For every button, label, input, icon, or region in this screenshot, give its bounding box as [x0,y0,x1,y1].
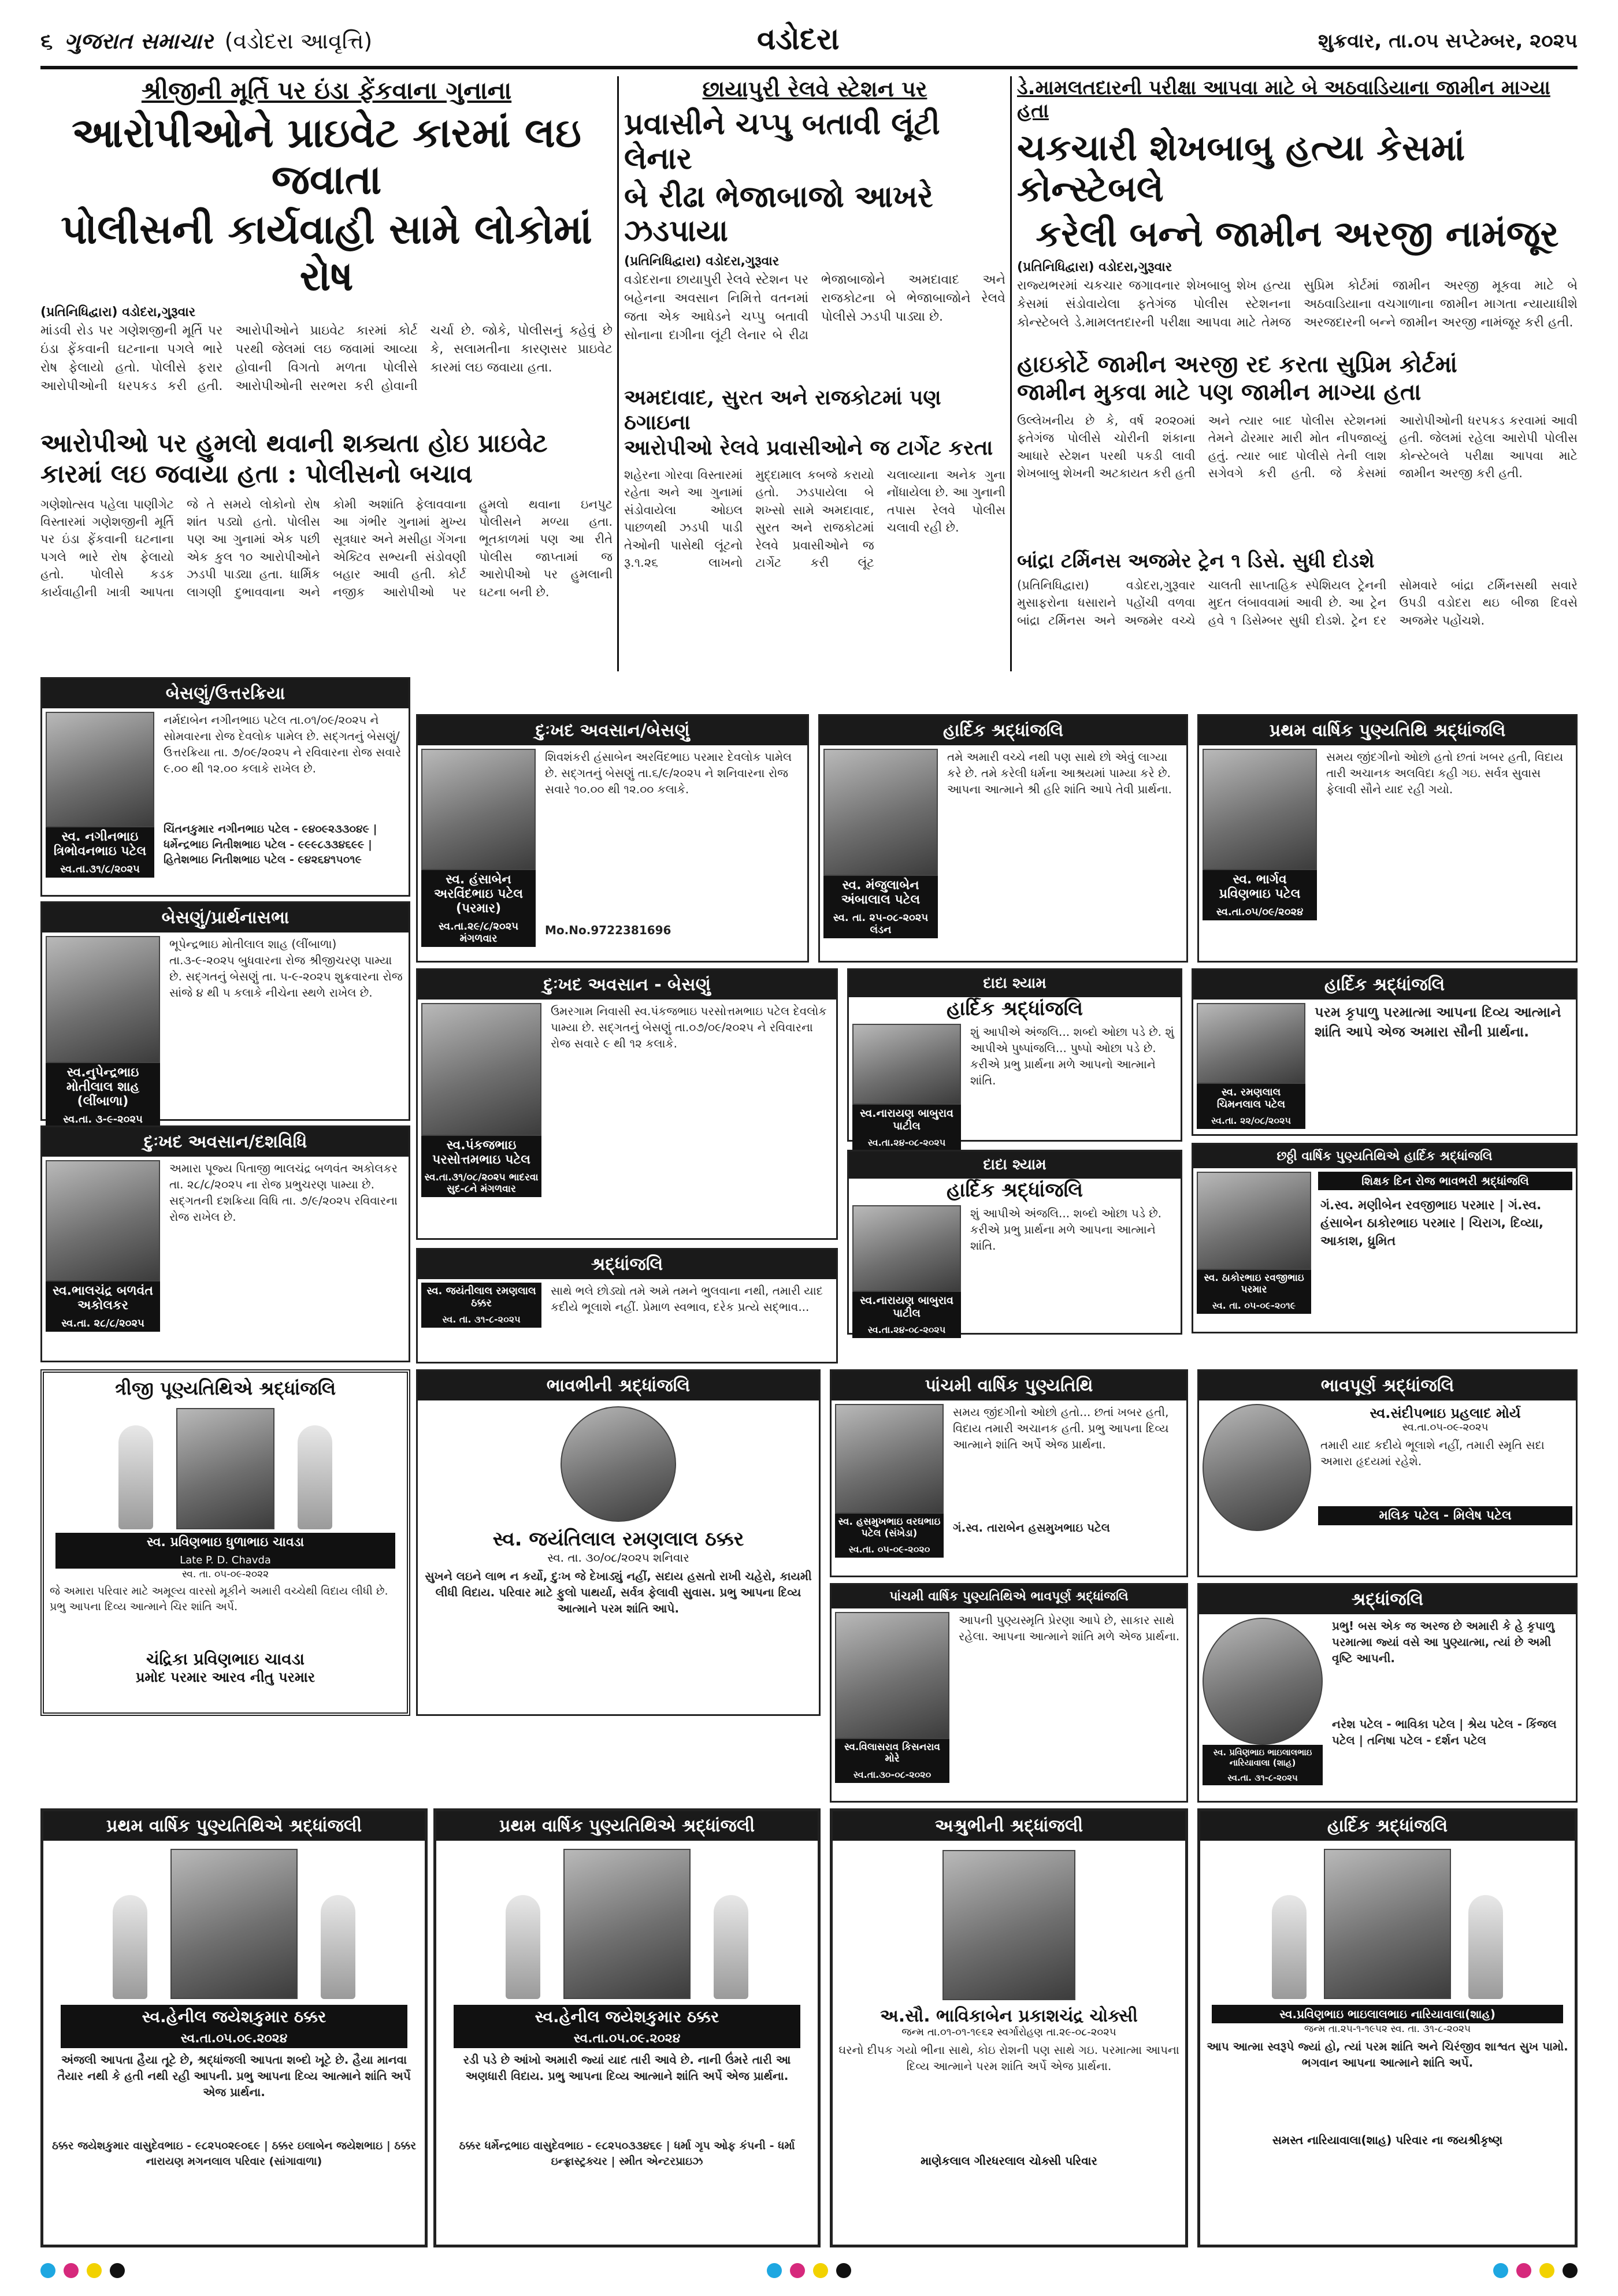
story3-body: રાજ્યભરમાં ચકચાર જગાવનાર શેખબાબુ શેખ હત્યા કેસમાં સંડોવાયેલા ફતેગંજ પોલીસ સ્ટેશનના કોન્સ્ટેબલે ડે.મામલતદારની પરીક્ષા આપવા માટે તેમજ સુપ્રિમ કોર્ટમાં જામીન અરજી મૂકવા માટે બે અઠવાડિયાના વચગાળાના જામીન માગતા ન્યાયાધીશે અરજદારની બન્ને જામીન અરજી નામંજૂર કરી હતી. [1017,278,1578,330]
ad-header: દુઃખદ અવસાન/દશવિધિ [42,1127,409,1157]
portrait-photo [421,749,536,870]
black-dot [836,2263,851,2278]
death-date: સ્વ. તા. ૩૦/૦૮/૨૦૨૫ શનિવાર [547,1551,689,1565]
ad-text: ઉમરગામ નિવાસી સ્વ.પંકજભાઇ પરસોત્તમભાઇ પટેલ દેવલોક પામ્યા છે. સદ્ગતનું બેસણું તા.૦૭/૦૯/૨૦૨૫ ને રવિવારના રોજ સવારે ૯ થી ૧૨ કલાકે. [551,1004,827,1050]
deceased-name: સ્વ.નુપેન્દ્રભાઇ મોતીલાલ શાહ (લીંબાળા) [46,1063,160,1111]
family-name: ગં.સ્વ. તારાબેન હસમુખભાઇ પટેલ [953,1521,1110,1535]
magenta-dot [1516,2263,1531,2278]
ad-text: તમારી યાદ કદીયે ભૂલાશે નહીં, તમારી સ્મૃતિ સદા અમારા હૃદયમાં રહેશે. [1320,1438,1545,1468]
story2-headline-2: બે રીઢા ભેજાબાજો આખરે ઝડપાયા [624,179,933,249]
ad-text: નર્મદાબેન નગીનભાઇ પટેલ તા.૦૧/૦૯/૨૦૨૫ ને સોમવારના રોજ દેવલોક પામેલ છે. સદ્ગતનું બેસણું/ઉત્તરક્રિયા તા. ૭/૦૯/૨૦૨૫ ને રવિવારના રોજ સવારે ૯.૦૦ થી ૧૨.૦૦ કલાકે રાખેલ છે. [164,713,402,775]
death-date: સ્વ.તા.૦૫.૦૯.૨૦૨૪ [454,2029,800,2048]
paper-name: ગુજરાત સમાચાર [64,28,213,54]
story-chhayapuri [624,76,1005,671]
story1-headline-1: આરોપીઓને પ્રાઇવેટ કારમાં લઇ જવાતા [72,109,581,203]
portrait-photo [1324,1849,1451,1999]
portrait-photo [1203,1404,1311,1531]
print-registration-bar [40,2259,1578,2282]
yellow-dot [813,2263,828,2278]
story3-subhead-1: હાઇકોર્ટે જામીન અરજી રદ કરતા સુપ્રિમ કોર્ટમાં [1017,350,1457,378]
masthead [40,16,1578,69]
family-line-1: ચંદ્રિકા પ્રવિણભાઇ ચાવડા [146,1649,305,1669]
ad-header: હાર્દિક શ્રદ્ધાંજલિ [1193,970,1576,1000]
registration-marks [40,2263,125,2278]
ad-chavda [40,1369,410,1716]
ad-henil-2 [433,1808,821,2247]
death-date: સ્વ.તા.૦૫-૦૯-૨૦૨૫ [1402,1421,1489,1433]
contacts: ચિંતનકુમાર નગીનભાઇ પટેલ - ૯૪૦૯૨૩૩૦૪૯ | ધર્મેન્દ્રભાઇ નિતીશભાઇ પટેલ - ૯૯૯૮૩૩૪૬૯૯ | હિતેશભાઇ નિતીશભાઇ પટેલ - ૯૪૨૬૪૧૫૦૧૯ [164,823,377,867]
ad-header: છઠ્ઠી વાર્ષિક પુણ્યતિથિએ હાર્દિક શ્રદ્ધાંજલિ [1193,1145,1576,1168]
story1-dateline: (પ્રતિનિધિદ્વારા) વડોદરા,ગુરૂવાર [40,305,196,319]
family-names: ઠક્કર ધર્મેન્દ્રભાઇ વાસુદેવભાઇ - ૯૮૨૫૦૩૩૪૬૯ | ધર્મા ગૃપ ઓફ કંપની - ધર્મા ઇન્ફ્રાસ્ટ્રક્ચર | સ્મીત એન્ટરપ્રાઇઝ [459,2139,795,2168]
edition: (વડોદરા આવૃત્તિ) [224,28,373,54]
ad-text: આપની પુણ્યસ્મૃતિ પ્રેરણા આપે છે, સાકાર સાથે રહેલા. આપના આત્માને શાંતિ મળે એજ પ્રાર્થના. [959,1613,1180,1643]
ad-header: શ્રદ્ધાંજલિ [1199,1585,1576,1614]
lamp-icon [298,1425,332,1529]
deceased-name: સ્વ.વિલાસરાવ કિસનરાવ મોરે [835,1739,949,1767]
ad-header: દુઃખદ અવસાન - બેસણું [418,970,836,1000]
portrait-photo [942,1850,1075,2000]
story1-body: માંડવી રોડ પર ગણેશજીની મૂર્તિ પર ઇંડા ફેંકવાની ઘટનાના પગલે ભારે રોષ ફેલાયો હતો. પોલીસે ફરાર આરોપીઓની ધરપકડ કરી હતી. આરોપીઓને પ્રાઇવેટ કારમાં કોર્ટ પરથી જેલમાં લઇ જવામાં આવ્યા હોવાની વિગતો મળતા પોલીસે આરોપીઓની સરભરા કરી હોવાની ચર્ચા છે. જોકે, પોલીસનું કહેવું છે કે, સલામતીના કારણસર પ્રાઇવેટ કારમાં લઇ જવાયા હતા. [40,324,613,393]
ad-text: જે અમારા પરિવાર માટે અમૂલ્ય વારસો મૂકીને અમારી વચ્ચેથી વિદાય લીધી છે. પ્રભુ આપના દિવ્ય આત્માને ચિર શાંતિ અર્પે. [50,1585,388,1613]
ad-header: પ્રથમ વાર્ષિક પુણ્યતિથિએ શ્રદ્ધાંજલી [43,1811,425,1841]
story2-dateline: (પ્રતિનિધિદ્વારા) વડોદરા,ગુરૂવાર [624,254,780,269]
portrait-photo [421,1003,541,1136]
lamp-icon [1468,1895,1503,1999]
ad-manjulaben [818,714,1188,963]
lamp-icon [714,1895,748,1999]
lamp-icon [1272,1895,1307,1999]
ad-text: રડી પડે છે આંખો અમારી જ્યાં યાદ તારી આવે છે. નાની ઉંમરે તારી આ અણધારી વિદાય. પ્રભુ આપના દિવ્ય આત્માને શાંતિ અર્પે એજ પ્રાર્થના. [463,2053,791,2083]
portrait-photo [170,1849,298,1999]
black-dot [1563,2263,1578,2278]
ad-header: ભાવપૂર્ણ શ્રદ્ધાંજલિ [1199,1371,1576,1400]
ad-pravin-shah [1197,1583,1578,1803]
ad-header: હાર્દિક શ્રદ્ધાંજલિ [820,716,1186,745]
portrait-photo [46,712,154,827]
ad-besnu-nagin [40,677,410,897]
portrait-photo [46,1160,160,1281]
cyan-dot [1493,2263,1508,2278]
story3-subhead-2: જામીન મુકવા માટે પણ જામીન માગ્યા હતા [1017,378,1422,406]
portrait-photo [1203,749,1317,870]
ad-text: શું આપીએ અંજલિ... શબ્દો ઓછા પડે છે. શું આપીએ પુષ્પાંજલિ... પુષ્પો ઓછા પડે છે. કરીએ પ્રભુ પ્રાર્થના મળે આપનો આત્માને શાંતિ. [970,1025,1174,1087]
ad-vilasrao [830,1583,1188,1803]
ad-header: પાંચમી વાર્ષિક પુણ્યતિથિએ ભાવપૂર્ણ શ્રદ્ધાંજલિ [832,1585,1186,1608]
ad-text: સાથે ભલે છોડ્યો તમે અમે તમને ભુલવાના નથી, તમારી યાદ કદીયે ભૂલાશે નહીં. પ્રેમાળ સ્વભાવ, દરેક પ્રત્યે સદ્ભાવ... [551,1284,823,1314]
ad-bhavika [830,1808,1188,2247]
ad-header: પ્રથમ વાર્ષિક પુણ્યતિથિએ શ્રદ્ધાંજલી [436,1811,818,1841]
magenta-dot [64,2263,79,2278]
deceased-name: સ્વ. રમણલાલ ચિમનલાલ પટેલ [1197,1084,1305,1113]
yellow-dot [87,2263,102,2278]
train-body: (પ્રતિનિધિદ્વારા) વડોદરા,ગુરૂવાર મુસાફરોના ધસારાને પહોંચી વળવા બાંદ્રા ટર્મિનસ અને અજમેર વચ્ચે ચાલતી સાપ્તાહિક સ્પેશિયલ ટ્રેનની મુદત લંબાવવામાં આવી છે. આ ટ્રેન હવે ૧ ડિસેમ્બર સુધી દોડશે. ટ્રેન દર સોમવારે બાંદ્રા ટર્મિનસથી સવારે ઉપડી વડોદરા થઇ બીજા દિવસે અજમેર પહોંચશે. [1017,578,1578,627]
ad-header: દાદા શ્યામ [849,970,1181,997]
portrait-photo [1197,1172,1311,1270]
ad-header: ત્રીજી પૂણ્યતિથિએ શ્રદ્ધાંજલિ [44,1373,407,1405]
story2-subhead-1: અમદાવાદ, સુરત અને રાજકોટમાં પણ ઠગાઇના [624,385,941,435]
ad-morya [1197,1369,1578,1577]
magenta-dot [790,2263,805,2278]
column-divider [1010,76,1012,671]
ad-header: દુઃખદ અવસાન/બેસણું [418,716,807,745]
ad-subheader: શિક્ષક દિન રોજ ભાવભરી શ્રદ્ધાંજલિ [1318,1172,1572,1190]
portrait-photo [561,1406,676,1522]
ad-besnu-bhupendra [40,901,410,1125]
family-names: માણેકલાલ ગીરધરલાલ ચોક્સી પરિવાર [921,2154,1097,2168]
deceased-name: સ્વ.હેનીલ જયેશકુમાર ઠક્કર [454,2005,800,2029]
ad-pravin-shah-2 [1197,1808,1578,2247]
ad-header: અશ્રુભીની શ્રદ્ધાંજલી [833,1811,1185,1841]
ad-header: બેસણું/ઉત્તરક્રિયા [42,679,409,708]
ad-header: શ્રદ્ધાંજલિ [418,1250,836,1279]
lamp-icon [113,1895,147,1999]
deceased-name: સ્વ.હેનીલ જયેશકુમાર ઠક્કર [61,2005,407,2029]
deceased-name: સ્વ. હસમુખભાઇ વરઘભાઇ પટેલ (સંખેડા) [835,1514,944,1541]
ad-jayantilal-big [416,1369,821,1716]
deceased-name: સ્વ. મંજુલાબેન અંબાલાલ પટેલ [823,876,938,909]
ad-text: ગં.સ્વ. મણીબેન રવજીભાઇ પરમાર | ગં.સ્વ. હંસાબેન ઠાકોરભાઇ પરમાર | ચિરાગ, દિવ્યા, આકાશ, ધ્રુમિત [1320,1198,1544,1249]
ad-bhargav [1197,714,1578,963]
death-date: સ્વ.તા.૦૫.૦૯.૨૦૨૪ [61,2029,407,2048]
portrait-photo [835,1612,949,1739]
death-date: સ્વ.તા. ૩-૯-૨૦૨૫ [46,1111,160,1128]
deceased-name: સ્વ.પ્રવિણભાઇ ભાઇલાલભાઇ નારિયાવાલા(શાહ) [1212,2005,1563,2023]
story2-kicker: છાયાપુરી રેલવે સ્ટેશન પર [702,76,927,102]
death-date: સ્વ.તા. ૦૫-૦૯-૨૦૨૦ [835,1541,944,1558]
ad-hansaben [416,714,809,963]
story3-kicker: ડે.મામલતદારની પરીક્ષા આપવા માટે બે અઠવાડિયાના જામીન માગ્યા હતા [1017,76,1550,122]
issue-date: શુક્રવાર, તા.૦૫ સપ્ટેમ્બર, ૨૦૨૫ [1318,29,1578,53]
death-date: સ્વ.તા.૨૪-૦૮-૨૦૨૫ [852,1135,961,1151]
ad-text: આપ આત્મા સ્વરૂપે જ્યાં હો, ત્યાં પરમ શાંતિ અને ચિરંજીવ શાશ્વત સુખ પામો. ભગવાન આપના આત્માને શાંતિ અર્પે. [1207,2039,1568,2070]
cyan-dot [767,2263,782,2278]
ad-header: પ્રથમ વાર્ષિક પુણ્યતિથિ શ્રદ્ધાંજલિ [1199,716,1576,745]
death-date: સ્વ.તા. ૨૮/૮/૨૦૨૫ [46,1315,160,1332]
ad-text: અમારા પૂજ્ય પિતાજી ભાલચંદ્ર બળવંત અકોલકર તા. ૨૮/૮/૨૦૨૫ ના રોજ પ્રભુચરણ પામ્યા છે. સદ્ગતની દશક્રિયા વિધિ તા. ૭/૯/૨૦૨૫ રવિવારના રોજ રાખેલ છે. [169,1161,398,1224]
portrait-photo [1197,1003,1305,1084]
family-names: સમસ્ત નારિયાવાલા(શાહ) પરિવાર ના જયશ્રીકૃષ્ણ [1272,2133,1503,2147]
ad-text: ઘરનો દીપક ગયો ભીના સાથે, કોઇ રોશની પણ સાથે ગઇ. પરમાત્મા આપના દિવ્ય આત્માને પરમ શાંતિ અર્પે એજ પ્રાર્થના. [838,2043,1179,2073]
deceased-english-name: Late P. D. Chavda [55,1552,395,1569]
portrait-photo [563,1849,691,1999]
ad-header: દાદા શ્યામ [849,1151,1181,1179]
death-date: સ્વ.તા. ૨૨/૦૮/૨૦૨૫ [1197,1113,1305,1129]
deceased-name: સ્વ. જયંતિલાલ રમણલાલ ઠક્કર [492,1528,744,1551]
death-date: સ્વ.તા. ૩૧-૮-૨૦૨૫ [1203,1770,1323,1785]
death-date: સ્વ. તા. ૦૫-૦૯-૨૦૧૯ [1197,1298,1311,1314]
contact-number: Mo.No.9722381696 [545,923,671,937]
portrait-photo [46,936,160,1063]
family-line-2: પ્રમોદ પરમાર આરવ નીતુ પરમાર [135,1669,316,1685]
deceased-name: સ્વ. હંસાબેન અરવિંદભાઇ પટેલ (પરમાર) [421,870,536,918]
page-number: ૬ [40,28,53,54]
portrait-photo [176,1408,274,1529]
portrait-photo [852,1024,961,1105]
story2-subhead-2: આરોપીઓ રેલવે પ્રવાસીઓને જ ટાર્ગેટ કરતા [624,435,993,460]
family-names: ઠક્કર જયેશકુમાર વાસુદેવભાઇ - ૯૮૨૫૦૨૯૦૬૯ | ઠક્કર ઇલાબેન જયેશભાઇ | ઠક્કર નારાયણ મગનલાલ પરિવાર (સાંગાવાળા) [51,2139,417,2168]
story3-headline-1: ચકચારી શેખબાબુ હત્યા કેસમાં કોન્સ્ટેબલે [1017,127,1465,210]
ad-jayantilal-small [416,1248,838,1364]
registration-marks [1493,2263,1578,2278]
life-dates: જન્મ તા.૦૧-૦૧-૧૯૬૨ સ્વર્ગારોહણ તા.૨૯-૦૮-૨૦૨૫ [901,2026,1116,2038]
family-names: નરેશ પટેલ - ભાવિકા પટેલ | શ્રેય પટેલ - કિંજલ પટેલ | તનિષા પટેલ - દર્શન પટેલ [1332,1717,1557,1747]
deceased-name: સ્વ.નારાયણ બાબુરાવ પાટીલ [852,1292,961,1322]
death-date: સ્વ. તા. ૩૧-૮-૨૦૨૫ [421,1312,541,1328]
story2-body: વડોદરાના છાયાપુરી રેલવે સ્ટેશન પર બહેનના અવસાન નિમિત્તે વતનમાં જતા એક આધેડને ચપ્પુ બતાવી સોનાના દાગીના લૂંટી લેનાર બે રીઢા ભેજાબાજોને અમદાવાદ અને રાજકોટના બે ભેજાબાજોને રેલવે પોલીસે ઝડપી પાડ્યા છે. [624,273,1005,343]
death-date: સ્વ.તા.૩૧/૦૮/૨૦૨૫ ભાદરવા સુદ-૮ને મંગળવાર [421,1169,541,1197]
ad-ramanlal [1192,968,1578,1136]
ad-text: શિવશંકરી હંસાબેન અરવિંદભાઇ પરમાર દેવલોક પામેલ છે. સદ્ગતનું બેસણું તા.૬/૯/૨૦૨૫ ને શનિવારના રોજ સવારે ૧૦.૦૦ થી ૧૨.૦૦ કલાકે. [545,750,792,796]
lamp-icon [321,1895,355,1999]
train-headline: બાંદ્રા ટર્મિનસ અજમેર ટ્રેન ૧ ડિસે. સુધી દોડશે [1017,549,1375,573]
ad-thakorbhai [1192,1143,1578,1333]
registration-marks [767,2263,851,2278]
ad-text: ભૂપેન્દ્રભાઇ મોતીલાલ શાહ (લીંબાળા) તા.૩-૯-૨૦૨૫ બુધવારના રોજ શ્રીજીચરણ પામ્યા છે. સદ્ગતનું બેસણું તા. ૫-૯-૨૦૨૫ શુક્રવારના રોજ સાંજે ૪ થી ૫ કલાકે નીચેના સ્થળે રાખેલ છે. [169,937,403,1000]
deceased-name: અ.સૌ. ભાવિકાબેન પ્રકાશચંદ્ર ચોક્સી [880,2006,1138,2026]
story2-body-2: શહેરના ગોરવા વિસ્તારમાં રહેતા અને આ ગુનામાં સંડોવાયેલા ઓઇલ પાછળથી ઝડપી પાડી તેઓની પાસેથી લૂંટનો રૂ.૧.૨૬ લાખનો મુદ્દામાલ કબજે કરાયો હતો. ઝડપાયેલા બે શખ્સો સામે અમદાવાદ, સુરત અને રાજકોટમાં રેલવે પ્રવાસીઓને જ ટાર્ગેટ કરી લૂંટ ચલાવ્યાના અનેક ગુના નોંધાયેલા છે. આ ગુનાની તપાસ રેલવે પોલીસ ચલાવી રહી છે. [624,467,1005,570]
family-name: મલિક પટેલ - મિલેષ પટેલ [1318,1506,1572,1525]
ad-text: સમય જીંદગીનો ઓછો હતો છતાં ખબર હતી, વિદાય તારી અચાનક અલવિદા કહી ગઇ. સર્વત્ર સુવાસ ફેલાવી સૌને યાદ રહી ગયો. [1326,750,1564,796]
ad-header: ભાવભીની શ્રદ્ધાંજલિ [418,1371,819,1400]
ad-henil-1 [40,1808,428,2247]
ad-subheader: હાર્દિક શ્રદ્ધાંજલિ [946,1179,1083,1202]
lamp-icon [118,1425,153,1529]
ad-dukhad-akolkar [40,1125,410,1362]
story1-subhead-2: કારમાં લઇ જવાયા હતા : પોલીસનો બચાવ [40,459,473,489]
cyan-dot [40,2263,55,2278]
black-dot [110,2263,125,2278]
deceased-name: સ્વ.નારાયણ બાબુરાવ પાટીલ [852,1105,961,1135]
ad-text: અંજલી આપતા હૈયા તૂટે છે, શ્રદ્ધાંજલી આપતા શબ્દો ખૂટે છે. હૈયા માનવા તૈયાર નથી કે હતી નથી રહી આપની. પ્રભુ આપના દિવ્ય આત્માને શાંતિ અર્પે એજ પ્રાર્થના. [57,2053,411,2099]
story3-headline-2: કરેલી બન્ને જામીન અરજી નામંજૂર [1036,212,1559,255]
deceased-name: સ્વ.સંદીપભાઇ પ્રહલાદ મોર્ય [1370,1405,1521,1421]
ad-subheader: હાર્દિક શ્રદ્ધાંજલિ [946,997,1083,1020]
death-date: સ્વ.તા.૨૪-૦૮-૨૦૨૫ [852,1322,961,1338]
deceased-name: સ્વ.ભાલચંદ્ર બળવંત અકોલકર [46,1281,160,1315]
ad-text: તમે અમારી વચ્ચે નથી પણ સાથે છો એવું લાગ્યા કરે છે. તમે કરેલી ધર્મના આશ્રયમાં પામ્યા કરે છે. આપના આત્માને શ્રી હરિ શાંતિ આપે તેવી પ્રાર્થના. [947,750,1172,796]
ad-header: બેસણું/પ્રાર્થનાસભા [42,903,409,932]
deceased-name: સ્વ. ઠાકોરભાઇ રવજીભાઇ પરમાર [1197,1270,1311,1298]
deceased-name: સ્વ. પ્રવિણભાઇ ભાઇલાલભાઇ નારિયાવાલા (શાહ) [1203,1745,1323,1770]
death-date: સ્વ.તા.૨૯/૮/૨૦૨૫ મંગળવાર [421,918,536,947]
lamp-icon [506,1895,540,1999]
life-dates: જન્મ તા.૨૫-૧-૧૯૫૨ સ્વ. તા. ૩૧-૮-૨૦૨૫ [1304,2023,1471,2035]
deceased-name: સ્વ.પંકજભાઇ પરસોત્તમભાઇ પટેલ [421,1136,541,1169]
portrait-photo [852,1205,961,1292]
story-shekhbabu [1017,76,1578,671]
ad-text: સુખને લઇને લાભ ન કર્યો, દુઃખ જે દેખાડ્યું નહીં, સદાય હસતો રાખી ચહેરો, કાયમી લીધી વિદાય. પરિવાર માટે ફુલો પાથર્યા, સર્વત્ર ફેલાવી સુવાસ. પ્રભુ આપના દિવ્ય આત્માને પરમ શાંતિ આપે. [425,1569,812,1615]
ad-header: પાંચમી વાર્ષિક પુણ્યતિથિ [832,1371,1186,1400]
story3-dateline: (પ્રતિનિધિદ્વારા) વડોદરા,ગુરૂવાર [1017,259,1172,274]
ad-narayan-2 [847,1150,1182,1335]
death-date: સ્વ.તા.૩૧/૮/૨૦૨૫ [46,861,154,878]
ad-header: હાર્દિક શ્રદ્ધાંજલિ [1200,1811,1575,1841]
portrait-photo [835,1404,944,1514]
death-date: સ્વ.તા.૦૫/૦૯/૨૦૨૪ [1203,904,1317,920]
story1-kicker: શ્રીજીની મૂર્તિ પર ઇંડા ફેંકવાના ગુનાના [141,76,512,105]
ad-pankaj [416,968,838,1240]
ad-text: પ્રભુ! બસ એક જ અરજ છે અમારી કે હે કૃપાળુ પરમાત્મા જ્યાં વસે આ પુણ્યાત્મા, ત્યાં છે અમી વૃષ્ટિ આપની. [1332,1619,1555,1665]
deceased-name: સ્વ. નગીનભાઇ ત્રિભોવનભાઇ પટેલ [46,827,154,861]
portrait-photo [1203,1618,1323,1745]
ad-narayan-1 [847,968,1182,1148]
ad-hasmukhbhai [830,1369,1188,1577]
death-date: સ્વ.તા.૩૦-૦૮-૨૦૨૦ [835,1767,949,1783]
deceased-name: સ્વ. ભાર્ગવ પ્રવિણભાઇ પટેલ [1203,870,1317,904]
story-shreeji [40,76,613,671]
story2-headline-1: પ્રવાસીને ચપ્પુ બતાવી લૂંટી લેનાર [624,106,940,176]
yellow-dot [1539,2263,1554,2278]
ad-text: પરમ કૃપાળુ પરમાત્મા આપના દિવ્ય આત્માને શાંતિ આપે એજ અમારા સૌની પ્રાર્થના. [1315,1004,1561,1040]
section-title: વડોદરા [757,22,840,57]
death-date: સ્વ. તા. ૦૫-૦૯-૨૦૨૨ [181,1569,269,1580]
ad-text: શું આપીએ અંજલિ... શબ્દો ઓછા પડે છે. કરીએ પ્રભુ પ્રાર્થના મળે આપના આત્માને શાંતિ. [970,1206,1162,1253]
story1-body-2: ગણેશોત્સવ પહેલા પાણીગેટ વિસ્તારમાં ગણેશજીની મૂર્તિ પર ઇંડા ફેંકવાની ઘટનાના પગલે ભારે રોષ ફેલાયો હતો. પોલીસે કડક કાર્યવાહીની ખાત્રી આપતા જે તે સમયે લોકોનો રોષ શાંત પડ્યો હતો. પોલીસ પણ આ ગુનામાં એક પછી એક કુલ ૧૦ આરોપીઓને ઝડપી પાડ્યા હતા. ધાર્મિક લાગણી દુભાવવાના અને કોમી અશાંતિ ફેલાવવાના આ ગંભીર ગુનામાં મુખ્ય સૂત્રધાર અને મસીહા ગેંગના એક્ટિવ સભ્યની સંડોવણી બહાર આવી હતી. કોર્ટ નજીક આરોપીઓ પર હુમલો થવાના ઇનપુટ પોલીસને મળ્યા હતા. ભૂતકાળમાં પણ આ રીતે પોલીસ જાપ્તામાં જ આરોપીઓ પર હુમલાની ઘટના બની છે. [40,497,613,599]
story1-subhead-1: આરોપીઓ પર હુમલો થવાની શક્યતા હોઇ પ્રાઇવેટ [40,429,548,458]
death-date: સ્વ. તા. ૨૫-૦૮-૨૦૨૫ લંડન [823,909,938,938]
story3-body-2: ઉલ્લેખનીય છે કે, વર્ષ ૨૦૨૦માં ફતેગંજ પોલીસે ચોરીની શંકાના આધારે સ્ટેશન પરથી પકડી લાવી શેખબાબુ શેખની અટકાયત કરી હતી અને ત્યાર બાદ પોલીસ સ્ટેશનમાં તેમને ઢોરમાર મારી મોત નીપજાવ્યું હતું. ત્યાર બાદ પોલીસે તેની લાશ સગેવગે કરી હતી. જે કેસમાં આરોપીઓની ધરપકડ કરવામાં આવી હતી. જેલમાં રહેલા આરોપી પોલીસ કોન્સ્ટેબલે પરીક્ષા આપવા માટે જામીન અરજી કરી હતી. [1017,413,1578,481]
column-divider [617,76,619,671]
ad-text: સમય જીંદગીનો ઓછો હતો... છતાં ખબર હતી, વિદાય તમારી અચાનક હતી. પ્રભુ આપના દિવ્ય આત્માને શાંતિ અર્પે એજ પ્રાર્થના. [953,1405,1169,1451]
story1-headline-2: પોલીસની કાર્યવાહી સામે લોકોમાં રોષ [61,205,592,300]
portrait-photo [823,749,938,876]
deceased-name: સ્વ. જયંતીલાલ રમણલાલ ઠક્કર [421,1283,541,1312]
deceased-name: સ્વ. પ્રવિણભાઇ ધુળાભાઇ ચાવડા [55,1533,395,1552]
